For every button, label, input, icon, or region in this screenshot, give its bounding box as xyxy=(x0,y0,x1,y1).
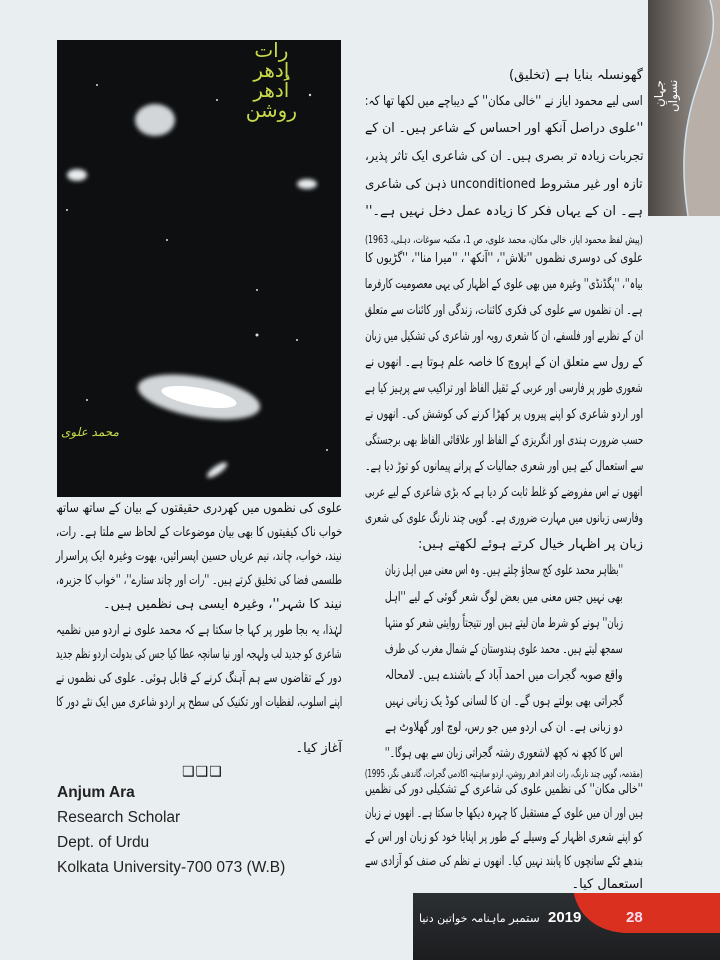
text-line: گجراتی بھی بولتے ہوں گے۔ ان کا لسانی کوڈ یک زبانی نہیں xyxy=(384,694,623,709)
text-line: علوی کی نظموں میں کھردری حقیقتوں کے بیان کے ساتھ ساتھ xyxy=(55,501,342,516)
text-line: ہے۔ ان کے یہاں فکر کا زیادہ عمل دخل نہیں ہے۔'' xyxy=(365,204,643,219)
text-line: ''علوی دراصل آنکھ اور احساس کے شاعر ہیں۔ ان کے xyxy=(364,121,643,136)
text-line: زبان'' ہونے کو شرط مان لیتے ہیں اور نتیجتاً روایتی شعر کو منتہا xyxy=(384,616,623,631)
text-line: بھی نہیں جس معنی میں بعض لوگ شعر گوئی کے لیے ''اہل xyxy=(385,590,623,605)
page-number: 28 xyxy=(626,909,643,926)
text-line: (پیش لفظ محمود ایاز، خالی مکان، محمد علوی، ص 1، مکتبہ سوغات، دہلی، 1963) xyxy=(365,234,643,246)
text-line: انھوں نے اس مفروضے کو غلط ثابت کر دیا ہے کہ بڑی شاعری کے لیے عربی xyxy=(365,485,643,500)
text-line: دور کے تقاضوں سے ہم آہنگ کرنے کے قابل ہوئی۔ علوی کی نظموں نے xyxy=(56,671,342,686)
issue-month: ستمبر xyxy=(509,911,540,925)
author-university: Kolkata University-700 073 (W.B) xyxy=(57,859,286,876)
left-text-column xyxy=(56,0,342,760)
text-line: اپنے اسلوب، لفظیات اور تکنیک کی سطح پر اردو شاعری میں ایک نئے دور کا xyxy=(55,695,342,710)
text-line: کو اپنے شعری اظہار کے وسیلے کے طور پر اپنایا خود کو زبان اور اس کے xyxy=(365,830,643,845)
text-line: سمجھ لیتے ہیں۔ محمد علوی ہندوستان کے شمال مغرب کی طرف xyxy=(385,642,623,657)
text-line: طلسمی فضا کی تخلیق کرتے ہیں۔ ''رات اور چاند ستارے''، ''خواب کا جزیرہ، xyxy=(56,573,342,588)
cover-title-line: اُدھر xyxy=(253,78,290,102)
cover-author: محمد علوی xyxy=(61,425,119,439)
section-separator: ❑❑❑ xyxy=(182,764,223,780)
text-line: اس کا کچھ نہ کچھ لاشعوری رشتہ گجراتی زبان سے بھی ہوگا۔'' xyxy=(385,746,623,761)
text-line: شعوری طور پر فارسی اور عربی کے ثقیل الفاظ اور تراکیب سے پرہیز کیا ہے xyxy=(365,381,643,396)
text-line: بندھے ٹکے سانچوں کا پابند نہیں کیا۔ انھوں نے نظم کی صنف کو آزادی سے xyxy=(364,854,643,869)
text-line: وفارسی زبانوں میں مہارت ضروری ہے۔ گوپی چند نارنگ علوی کی شعری xyxy=(364,511,643,526)
text-line: علوی کی دوسری نظموں ''تلاش''، ''آنکھ''، ''میرا منا''، ''گڑیوں کا xyxy=(365,251,643,266)
text-line: ہیں اور ان میں علوی کے مستقبل کا چہرہ دیکھا جا سکتا ہے۔ انھوں نے زبان xyxy=(364,806,643,821)
magazine-name: ماہنامہ خواتین دنیا xyxy=(419,912,506,925)
text-line: ہے۔ ان نظموں سے علوی کی فکری کائنات، زندگی اور کائنات سے متعلق xyxy=(365,303,643,318)
text-line: کے رول سے متعلق ان کے اپروچ کا خاصہ علم ہوتا ہے۔ انھوں نے xyxy=(364,355,643,370)
text-line: (مقدمہ، گوپی چند نارنگ، رات ادھر ادھر روشن، اردو ساہتیہ اکادمی گجرات، گاندھی نگر، 1995) xyxy=(365,768,643,780)
text-line: گھونسلہ بنایا ہے (تخلیق) xyxy=(509,68,643,83)
section-label: جہانِ نسواں xyxy=(652,80,680,113)
text-line: تازہ اور غیر مشروط unconditioned ذہن کی شاعری xyxy=(365,177,643,192)
cover-title-line: روشن xyxy=(245,98,297,122)
cover-title-line: اِدھر xyxy=(253,58,290,82)
issue-year: 2019 xyxy=(548,909,582,926)
text-line: نیند کا شہر''، وغیرہ ایسی ہی نظمیں ہیں۔ xyxy=(103,597,342,612)
text-line: استعمال کیا۔ xyxy=(571,877,643,892)
text-line: تجربات زیادہ تر بصری ہیں۔ ان کی شاعری ایک تاثر پذیر، xyxy=(364,149,643,164)
author-dept: Dept. of Urdu xyxy=(57,834,150,851)
right-text-column xyxy=(365,0,643,900)
text-line: نیند، خواب، چاند، نیم عریاں حسین اپسرائیں، بھوت وغیرہ ایک پراسرار xyxy=(56,549,342,564)
text-line: زبان پر اظہار خیال کرتے ہوئے لکھتے ہیں: xyxy=(418,537,643,552)
text-line: حسب ضرورت ہندی اور انگریزی کے الفاظ اور علاقائی الفاظ بھی برجستگی xyxy=(364,433,643,448)
author-title: Research Scholar xyxy=(57,809,181,826)
text-line: شاعری کو جدید لب ولہجہ اور نیا سانچہ عطا کیا جس کی بدولت اردو نظم جدید xyxy=(56,647,342,662)
text-line: دو زبانی ہے۔ ان کی اردو میں جو رس، لوچ اور گھلاوٹ ہے xyxy=(385,720,623,735)
text-line: ''بظاہر محمد علوی کج سجاؤ چلتے ہیں۔ وہ اس معنی میں اہل زبان xyxy=(384,563,623,578)
text-line: اور اردو شاعری کو اپنے پیروں پر کھڑا کرنے کی کوشش کی۔ انھوں نے xyxy=(364,407,643,422)
text-line: اسی لیے محمود ایاز نے ''خالی مکان'' کے دیباچے میں لکھا تھا کہ: xyxy=(365,94,643,109)
text-line: سے استعمال کیے ہیں اور شعری جمالیات کے پرانے پیمانوں کو توڑ دیا ہے۔ xyxy=(364,459,643,474)
author-name: Anjum Ara xyxy=(57,784,135,801)
text-line: ان کے نظریے اور فلسفے، ان کا شعری رویہ اور شاعری کی تشکیل میں زبان xyxy=(364,329,643,344)
text-line: آغاز کیا۔ xyxy=(295,741,342,756)
text-line: بیاہ''، ''پگڈنڈی'' وغیرہ میں بھی علوی کے اظہار کی یہی معصومیت کارفرما xyxy=(365,277,643,292)
page-footer xyxy=(413,893,720,960)
text-line: لہٰذا، یہ بجا طور پر کہا جا سکتا ہے کہ محمد علوی نے اردو میں نظمیہ xyxy=(55,623,342,638)
text-line: واقع صوبہ گجرات میں احمد آباد کے باشندے ہیں۔ لامحالہ xyxy=(385,668,623,683)
text-line: ''خالی مکان'' کی نظمیں علوی کی شاعری کے تشکیلی دور کی نظمیں xyxy=(364,782,643,797)
text-line: خواب ناک کیفیتوں کا بھی بیان موضوعات کے لحاظ سے ملتا ہے۔ رات، xyxy=(55,525,342,540)
cover-title-line: رات xyxy=(254,38,289,62)
